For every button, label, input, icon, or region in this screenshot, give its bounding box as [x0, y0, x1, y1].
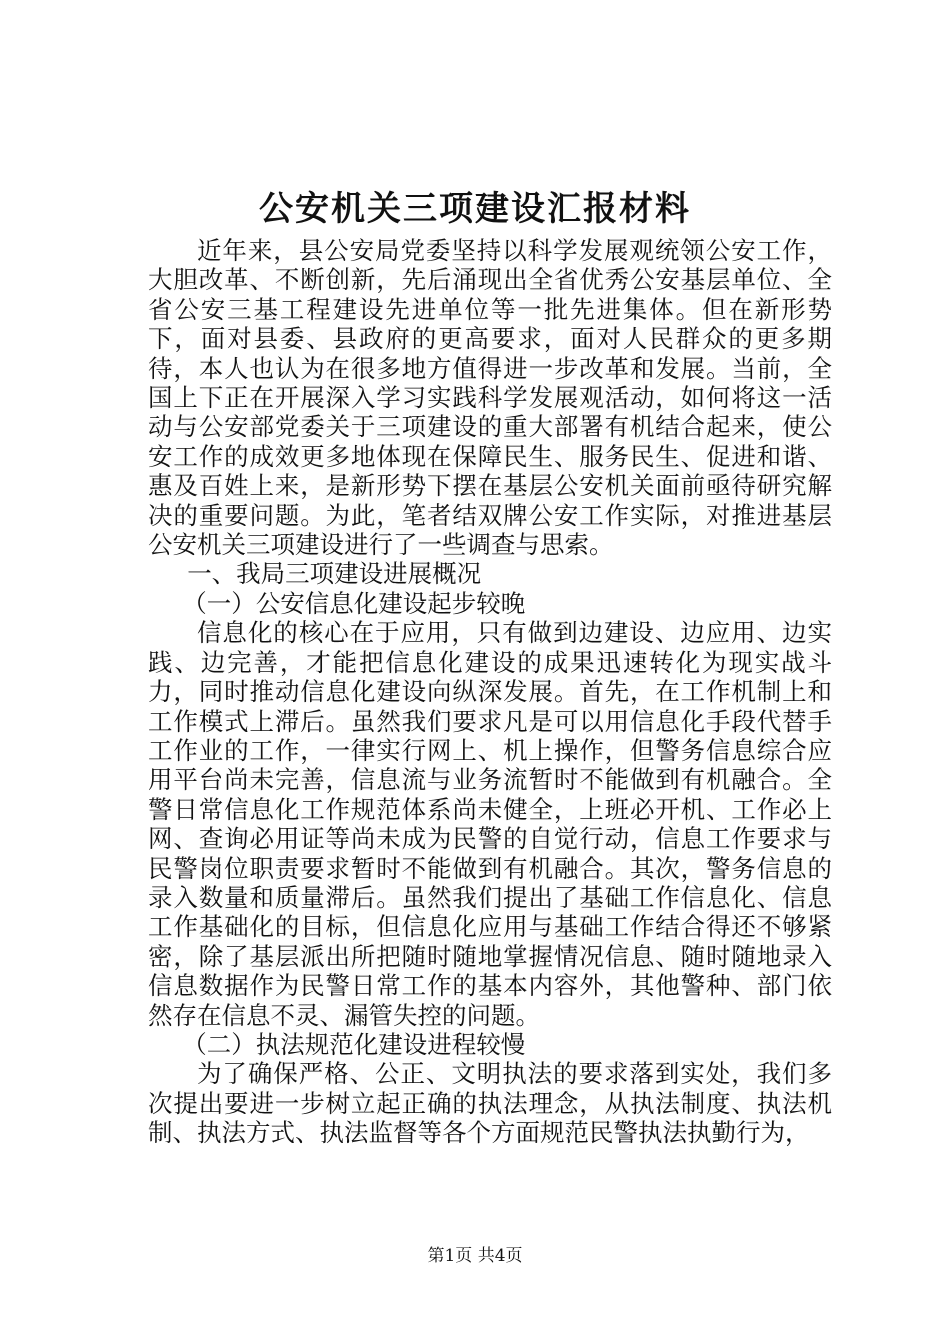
document-title: 公安机关三项建设汇报材料 [259, 189, 691, 229]
document-body [148, 236, 832, 1148]
subsection-heading-1: （一）公安信息化建设起步较晚 [182, 588, 526, 618]
intro-paragraph: 近年来，县公安局党委坚持以科学发展观统领公安工作，大胆改革、不断创新，先后涌现出全省优秀公安基层单位、全省公安三基工程建设先进单位等一批先进集体。但在新形势下，面对县委、县政府的更高要求，面对人民群众的更多期待，本人也认为在很多地方值得进一步改革和发展。当前，全国上下正在开展深入学习实践科学发展观活动，如何将这一活动与公安部党委关于三项建设的重大部署有机结合起来，使公安工作的成效更多地体现在保障民生、服务民生、促进和谐、惠及百姓上来，是新形势下摆在基层公安机关面前亟待研究解决的重要问题。为此，笔者结双牌公安工作实际，对推进基层公安机关三项建设进行了一些调查与思索。 [148, 236, 832, 560]
body-paragraph-informatization: 信息化的核心在于应用，只有做到边建设、边应用、边实践、边完善，才能把信息化建设的成果迅速转化为现实战斗力，同时推动信息化建设向纵深发展。首先，在工作机制上和工作模式上滞后。虽然我们要求凡是可以用信息化手段代替手工作业的工作，一律实行网上、机上操作，但警务信息综合应用平台尚未完善，信息流与业务流暂时不能做到有机融合。全警日常信息化工作规范体系尚未健全，上班必开机、工作必上网、查询必用证等尚未成为民警的自觉行动，信息工作要求与民警岗位职责要求暂时不能做到有机融合。其次，警务信息的录入数量和质量滞后。虽然我们提出了基础工作信息化、信息工作基础化的目标，但信息化应用与基础工作结合得还不够紧密，除了基层派出所把随时随地掌握情况信息、随时随地录入信息数据作为民警日常工作的基本内容外，其他警种、部门依然存在信息不灵、漏管失控的问题。 [148, 618, 832, 1030]
page-number-footer: 第1页 共4页 [427, 1246, 523, 1266]
section-heading-1: 一、我局三项建设进展概况 [187, 559, 482, 589]
body-paragraph-law-enforcement: 为了确保严格、公正、文明执法的要求落到实处，我们多次提出要进一步树立起正确的执法理念，从执法制度、执法机制、执法方式、执法监督等各个方面规范民警执法执勤行为， [148, 1059, 832, 1148]
subsection-heading-2: （二）执法规范化建设进程较慢 [182, 1029, 526, 1059]
